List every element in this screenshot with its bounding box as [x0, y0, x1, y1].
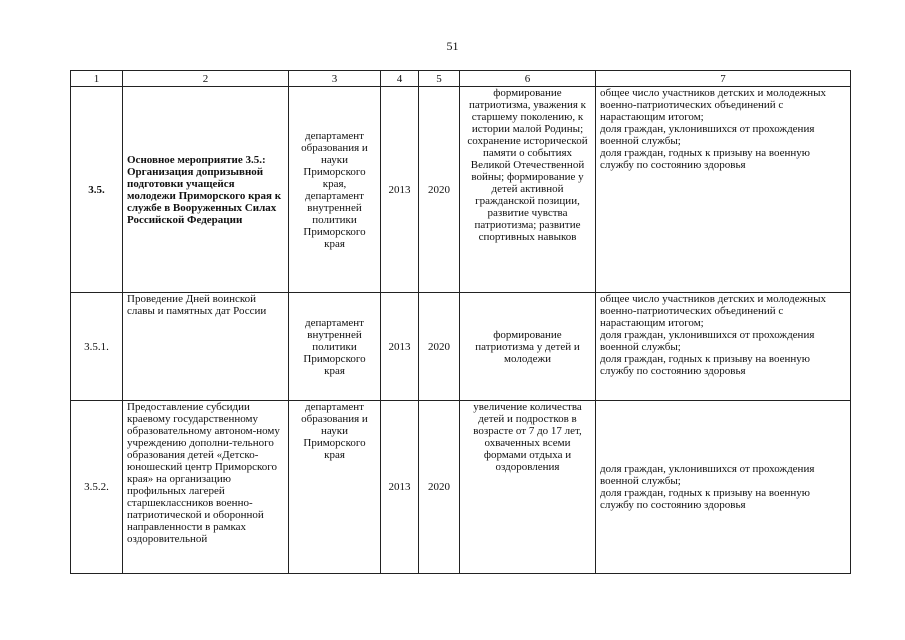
column-number-header: 1 [71, 71, 123, 87]
table-row [71, 293, 851, 401]
table-header-row [71, 71, 851, 87]
activity-name: Проведение Дней воинской славы и памятных дат России [123, 293, 289, 401]
column-number-header: 7 [596, 71, 851, 87]
expected-result: формирование патриотизма, уважения к старшему поколению, к истории малой Родины; сохранение исторической памяти о событиях Великой Отечественной войны; формирование у детей активной гражданской позиции, развитие чувства патриотизма; развитие спортивных навыков [460, 87, 596, 293]
row-number: 3.5.1. [71, 293, 123, 401]
table-row [71, 87, 851, 293]
column-number-header: 5 [419, 71, 460, 87]
activity-name: Основное мероприятие 3.5.: Организация допризывной подготовки учащейся молодежи Приморского края к службе в Вооруженных Силах Российской Федерации [123, 87, 289, 293]
column-number-header: 6 [460, 71, 596, 87]
indicators: доля граждан, уклонившихся от прохождения военной службы; доля граждан, годных к призыву на военную службу по состоянию здоровья [596, 401, 851, 574]
expected-result: увеличение количества детей и подростков в возрасте от 7 до 17 лет, охваченных всеми формами отдыха и оздоровления [460, 401, 596, 574]
column-number-header: 3 [289, 71, 381, 87]
column-number-header: 4 [381, 71, 419, 87]
start-year: 2013 [381, 293, 419, 401]
page-number: 51 [446, 39, 459, 53]
end-year: 2020 [419, 87, 460, 293]
table-row [71, 401, 851, 574]
executor: департамент внутренней политики Приморского края [289, 293, 381, 401]
row-number: 3.5.2. [71, 401, 123, 574]
indicators: общее число участников детских и молодежных военно-патриотических объединений с нарастающим итогом; доля граждан, уклонившихся от прохождения военной службы; доля граждан, годных к призыву на военную службу по состоянию здоровья [596, 293, 851, 401]
row-number: 3.5. [71, 87, 123, 293]
start-year: 2013 [381, 87, 419, 293]
end-year: 2020 [419, 293, 460, 401]
executor: департамент образования и науки Приморского края [289, 401, 381, 574]
activity-name: Предоставление субсидии краевому государственному образовательному автоном-ному учреждению дополни-тельного образования детей «Детско-юношеский центр Приморского края» на организацию профильных лагерей старшеклассников военно-патриотической и оборонной направленности в рамках оздоровительной [123, 401, 289, 574]
start-year: 2013 [381, 401, 419, 574]
end-year: 2020 [419, 401, 460, 574]
column-number-header: 2 [123, 71, 289, 87]
program-table [70, 70, 851, 574]
executor: департамент образования и науки Приморского края, департамент внутренней политики Приморского края [289, 87, 381, 293]
expected-result: формирование патриотизма у детей и молодежи [460, 293, 596, 401]
indicators: общее число участников детских и молодежных военно-патриотических объединений с нарастающим итогом; доля граждан, уклонившихся от прохождения военной службы; доля граждан, годных к призыву на военную службу по состоянию здоровья [596, 87, 851, 293]
